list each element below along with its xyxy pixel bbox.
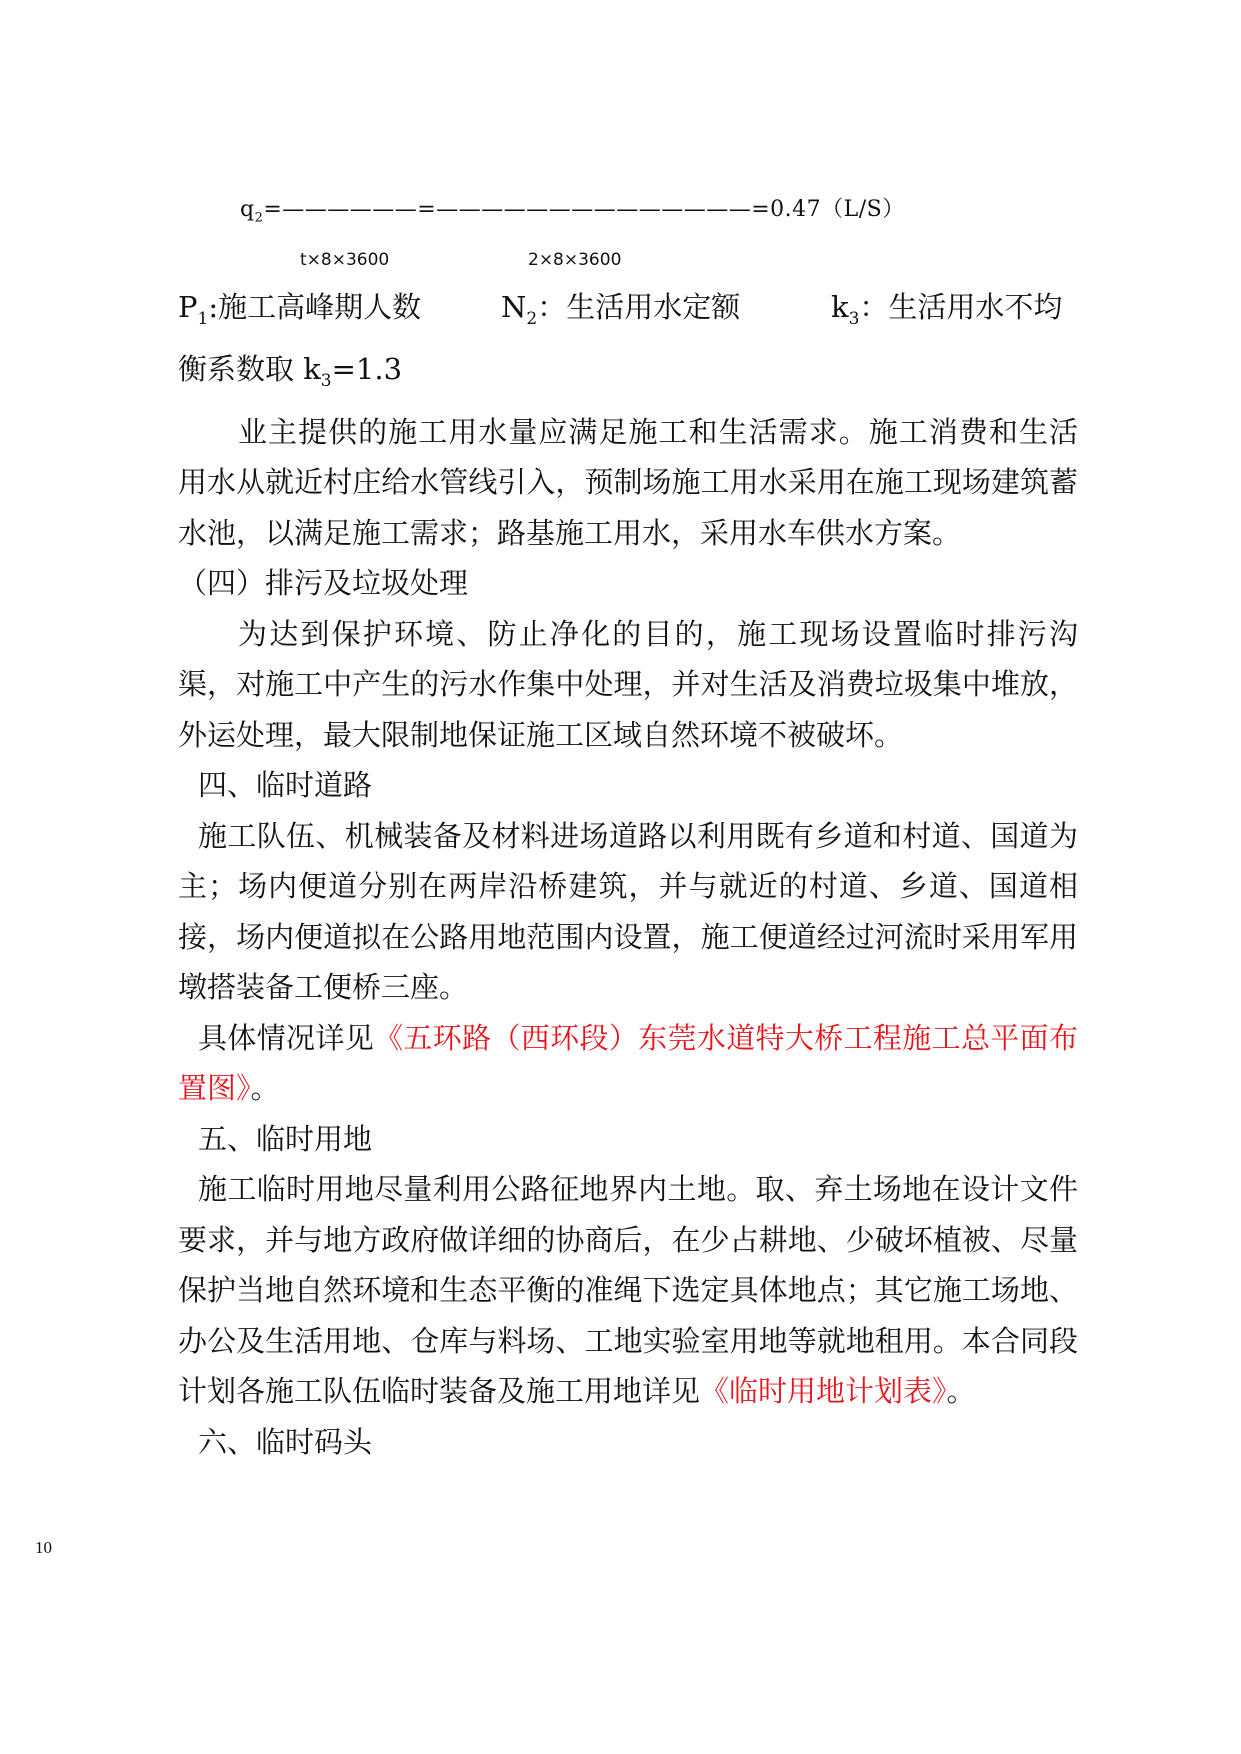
layout-plan-reference-link[interactable]: 《五环路（西环段）东莞水道特大桥工程施工总平面布置图》	[178, 1020, 1078, 1106]
document-body	[178, 282, 1078, 1467]
paragraph-temporary-land: 施工临时用地尽量利用公路征地界内土地。取、弃土场地在设计文件要求，并与地方政府做详细的协商后，在少占耕地、少破坏植被、尽量保护当地自然环境和生态平衡的准绳下选定具体地点；其它施工场地、办公及生活用地、仓库与料场、工地实验室用地等就地租用。本合同段计划各施工队伍临时装备及施工用地详见《临时用地计划表》。	[178, 1172, 1078, 1409]
paragraph-roads-reference: 具体情况详见《五环路（西环段）东莞水道特大桥工程施工总平面布置图》。	[178, 1020, 1078, 1106]
heading-temporary-roads: 四、临时道路	[198, 768, 373, 803]
heading-temporary-wharf: 六、临时码头	[198, 1424, 373, 1459]
land-plan-table-reference-link[interactable]: 《临时用地计划表》	[700, 1374, 947, 1409]
flow-formula	[240, 192, 905, 225]
legend-k3: $k_3$：生活用水不均	[831, 290, 1063, 329]
paragraph-sewage: 为达到保护环境、防止净化的目的，施工现场设置临时排污沟渠，对施工中产生的污水作集中处理，并对生活及消费垃圾集中堆放，外运处理，最大限制地保证施工区域自然环境不被破坏。	[178, 616, 1078, 752]
formula-q-symbol: q	[240, 197, 255, 222]
heading-temporary-land: 五、临时用地	[198, 1121, 373, 1156]
formula-equation: =——————=——————————————=0.47（L/S）	[263, 197, 905, 222]
legend-coefficient-line: 衡系数取 $k_3=1.3$	[178, 352, 403, 392]
paragraph-temporary-roads: 施工队伍、机械装备及材料进场道路以利用既有乡道和村道、国道为主；场内便道分别在两岸沿桥建筑，并与就近的村道、乡道、国道相接，场内便道拟在公路用地范围内设置，施工便道经过河流时采用军用墩搭装备工便桥三座。	[178, 818, 1078, 1005]
formula-q-subscript: 2	[254, 210, 264, 226]
legend-n2: $N_2$：生活用水定额	[501, 290, 741, 329]
formula-denominator-right: 2×8×3600	[528, 250, 622, 270]
legend-p1: $P_1$:施工高峰期人数	[178, 290, 422, 329]
paragraph-water-supply: 业主提供的施工用水量应满足施工和生活需求。施工消费和生活用水从就近村庄给水管线引入，预制场施工用水采用在施工现场建筑蓄水池，以满足施工需求；路基施工用水，采用水车供水方案。	[178, 414, 1078, 550]
formula-legend	[178, 282, 1078, 344]
heading-sewage: （四）排污及垃圾处理	[178, 566, 469, 601]
formula-denominator-left: t×8×3600	[300, 250, 390, 270]
page-number: 10	[35, 1538, 52, 1557]
